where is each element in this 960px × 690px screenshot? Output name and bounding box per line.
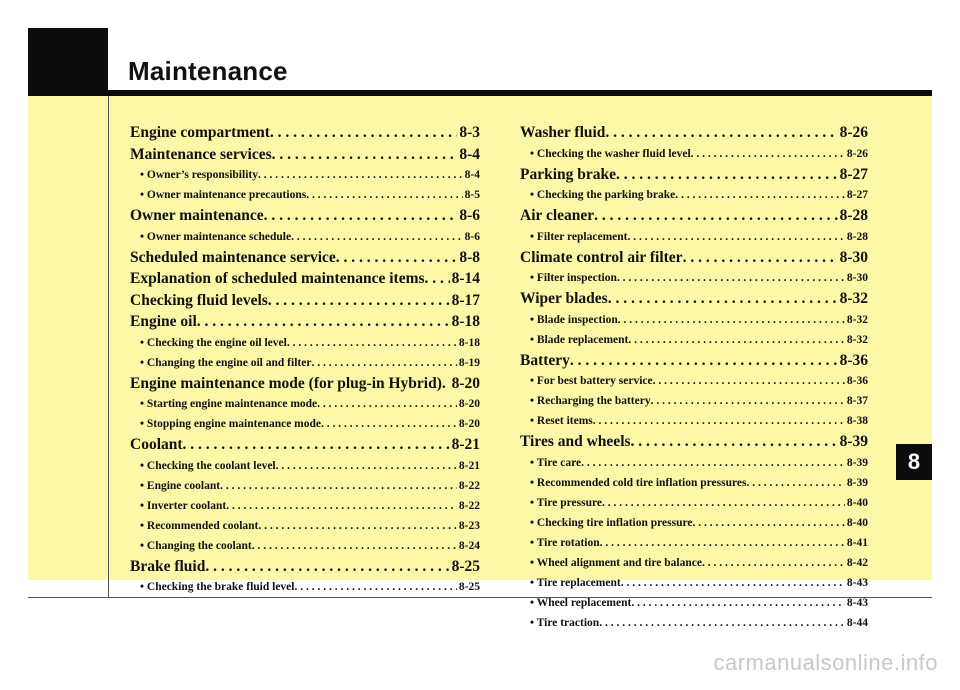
- watermark: carmanualsonline.info: [713, 650, 938, 675]
- toc-entry[interactable]: [130, 247, 480, 269]
- dot-leader: [270, 122, 457, 144]
- dot-leader: [252, 536, 457, 556]
- toc-entry-page: 8-26: [846, 147, 868, 160]
- toc-entry-page: 8-5: [464, 189, 480, 201]
- toc-entry[interactable]: [520, 122, 868, 144]
- toc-entry-page: 8-17: [451, 291, 480, 309]
- toc-entry-page: 8-38: [846, 415, 868, 427]
- dot-leader: [608, 288, 838, 310]
- toc-subentry[interactable]: [520, 453, 868, 473]
- dot-leader: [627, 227, 844, 247]
- toc-subentry[interactable]: [130, 165, 480, 185]
- toc-entry[interactable]: [520, 288, 868, 310]
- dot-leader: [311, 353, 456, 373]
- dot-leader: [599, 613, 845, 633]
- dot-leader: [605, 122, 837, 144]
- toc-entry[interactable]: [130, 311, 480, 333]
- toc-entry-title: Scheduled maintenance service: [130, 248, 336, 266]
- toc-entry-page: 8-22: [458, 499, 480, 512]
- dot-leader: [628, 330, 845, 350]
- dot-leader: [746, 473, 844, 493]
- toc-entry-page: 8-32: [846, 333, 868, 346]
- toc-entry-page: 8-18: [451, 313, 480, 330]
- toc-entry-title: • Wheel replacement: [530, 596, 632, 609]
- toc-entry-title: • Checking the engine oil level: [140, 336, 287, 349]
- dot-leader: [306, 185, 462, 205]
- toc-entry-title: • Starting engine maintenance mode: [140, 398, 318, 410]
- toc-entry-page: 8-39: [846, 476, 868, 489]
- toc-subentry[interactable]: [520, 268, 868, 288]
- toc-entry-title: • Changing the coolant: [140, 539, 252, 552]
- toc-entry[interactable]: [520, 431, 868, 453]
- toc-entry-page: 8-44: [846, 616, 868, 629]
- toc-entry-title: • Checking the brake fluid level: [140, 581, 295, 593]
- toc-entry-page: 8-25: [451, 557, 480, 575]
- toc-entry-title: • Inverter coolant: [140, 499, 227, 512]
- toc-subentry[interactable]: [130, 185, 480, 205]
- dot-leader: [336, 247, 458, 269]
- toc-entry-page: 8-21: [458, 459, 480, 472]
- toc-entry-title: • Tire rotation: [530, 536, 600, 549]
- toc-entry-page: 8-30: [839, 248, 868, 266]
- toc-entry-title: • Tire care: [530, 456, 582, 469]
- toc-entry-title: Maintenance services: [130, 145, 272, 163]
- dot-leader: [651, 391, 845, 411]
- dot-leader: [264, 205, 458, 227]
- toc-entry[interactable]: [520, 205, 868, 227]
- toc-entry-page: 8-25: [458, 581, 480, 593]
- dot-leader: [653, 371, 845, 391]
- toc-entry-page: 8-4: [459, 145, 480, 163]
- dot-leader: [600, 533, 845, 553]
- dot-leader: [287, 333, 457, 353]
- toc-entry-page: 8-22: [458, 479, 480, 492]
- toc-entry-page: 8-8: [459, 248, 480, 266]
- toc-entry-page: 8-32: [839, 290, 868, 307]
- toc-subentry[interactable]: [520, 391, 868, 411]
- toc-entry[interactable]: [130, 373, 480, 395]
- toc-entry-page: 8-27: [839, 165, 868, 183]
- toc-subentry[interactable]: [130, 456, 480, 476]
- toc-entry-title: • Filter inspection: [530, 272, 617, 284]
- dot-leader: [317, 394, 457, 414]
- toc-subentry[interactable]: [130, 577, 480, 597]
- toc-entry-title: • Blade replacement: [530, 333, 629, 346]
- toc-entry-page: 8-6: [464, 230, 480, 243]
- toc-entry-page: 8-43: [846, 596, 868, 609]
- toc-entry-title: Washer fluid: [520, 124, 606, 141]
- toc-entry-title: • Filter replacement: [530, 230, 628, 243]
- toc-entry-title: • Checking the parking brake: [530, 189, 676, 201]
- toc-entry-page: 8-37: [846, 395, 868, 407]
- toc-subentry[interactable]: [520, 411, 868, 431]
- toc-entry-title: Parking brake: [520, 165, 617, 183]
- toc-entry-title: • Checking the washer fluid level: [530, 147, 691, 160]
- toc-entry-title: • Changing the engine oil and filter: [140, 356, 312, 369]
- toc-entry-title: Checking fluid levels: [130, 291, 268, 309]
- toc-entry[interactable]: [130, 434, 480, 456]
- toc-entry-page: 8-39: [846, 456, 868, 469]
- toc-entry-page: 8-36: [839, 351, 868, 369]
- toc-entry-title: • Recommended coolant: [140, 519, 259, 532]
- toc-subentry[interactable]: [520, 310, 868, 330]
- dot-leader: [602, 493, 845, 513]
- toc-entry[interactable]: [520, 247, 868, 269]
- toc-entry-title: • Owner maintenance schedule: [140, 230, 292, 243]
- dot-leader: [291, 227, 463, 247]
- dot-leader: [442, 373, 450, 395]
- dot-leader: [220, 476, 457, 496]
- toc-entry-title: • Tire replacement: [530, 576, 621, 589]
- toc-subentry[interactable]: [520, 330, 868, 350]
- dot-leader: [258, 516, 457, 536]
- toc-subentry[interactable]: [130, 476, 480, 496]
- toc-entry-title: • Recharging the battery: [530, 395, 651, 407]
- toc-entry-page: 8-18: [458, 336, 480, 349]
- toc-subentry[interactable]: [520, 573, 868, 593]
- toc-entry-page: 8-28: [839, 207, 868, 224]
- toc-entry-page: 8-23: [458, 519, 480, 532]
- dot-leader: [631, 431, 838, 453]
- toc-entry-title: Engine oil: [130, 313, 197, 330]
- chapter-tab[interactable]: 8: [896, 444, 932, 480]
- dot-leader: [691, 144, 845, 164]
- dot-leader: [272, 144, 458, 166]
- toc-entry[interactable]: [520, 164, 868, 186]
- toc-column-left: [130, 122, 480, 597]
- toc-entry-page: 8-24: [458, 539, 480, 552]
- dot-leader: [197, 311, 450, 333]
- toc-entry-page: 8-43: [846, 576, 868, 589]
- toc-subentry[interactable]: [130, 353, 480, 373]
- dot-leader: [616, 164, 838, 186]
- toc-entry[interactable]: [130, 556, 480, 578]
- toc-entry-title: • Owner maintenance precautions: [140, 189, 307, 201]
- toc-entry-title: • Stopping engine maintenance mode: [140, 418, 322, 430]
- dot-leader: [205, 556, 449, 578]
- toc-column-right: [520, 122, 868, 633]
- dot-leader: [675, 185, 845, 205]
- toc-subentry[interactable]: [520, 371, 868, 391]
- dot-leader: [570, 350, 838, 372]
- toc-entry-page: 8-20: [458, 398, 480, 410]
- toc-entry-title: • Tire traction: [530, 616, 600, 629]
- dot-leader: [276, 456, 457, 476]
- toc-entry-title: • Tire pressure: [530, 496, 602, 509]
- toc-entry-title: • Recommended cold tire inflation pressures: [530, 476, 747, 489]
- toc-entry-title: • Owner’s responsibility: [140, 169, 258, 181]
- toc-subentry[interactable]: [520, 185, 868, 205]
- toc-entry-page: 8-27: [846, 189, 868, 201]
- dot-leader: [226, 496, 457, 516]
- toc-subentry[interactable]: [520, 493, 868, 513]
- toc-entry-title: • Checking the coolant level: [140, 459, 276, 472]
- toc-entry-title: Brake fluid: [130, 557, 206, 575]
- toc-entry[interactable]: [130, 144, 480, 166]
- dot-leader: [692, 513, 844, 533]
- toc-entry-title: Wiper blades: [520, 290, 608, 307]
- dot-leader: [581, 453, 845, 473]
- toc-entry-page: 8-30: [846, 272, 868, 284]
- toc-subentry[interactable]: [130, 333, 480, 353]
- toc-entry-title: Owner maintenance: [130, 207, 264, 224]
- dot-leader: [593, 411, 845, 431]
- toc-subentry[interactable]: [130, 414, 480, 434]
- dot-leader: [425, 268, 450, 290]
- toc-entry-title: Coolant: [130, 436, 183, 453]
- toc-entry[interactable]: [130, 122, 480, 144]
- toc-entry-page: 8-36: [846, 375, 868, 387]
- toc-entry-page: 8-40: [846, 496, 868, 509]
- toc-subentry[interactable]: [520, 227, 868, 247]
- toc-subentry[interactable]: [520, 144, 868, 164]
- toc-subentry[interactable]: [130, 536, 480, 556]
- toc-entry[interactable]: [130, 290, 480, 312]
- toc-subentry[interactable]: [130, 227, 480, 247]
- toc-entry-title: Engine maintenance mode (for plug-in Hybrid): [130, 374, 442, 392]
- dot-leader: [594, 205, 837, 227]
- toc-entry-title: • Wheel alignment and tire balance: [530, 556, 702, 569]
- toc-entry-page: 8-32: [846, 313, 868, 326]
- toc-subentry[interactable]: [130, 394, 480, 414]
- dot-leader: [295, 577, 457, 597]
- toc-entry-page: 8-21: [451, 436, 480, 453]
- toc-entry-title: • For best battery service: [530, 375, 653, 387]
- toc-entry-title: • Checking tire inflation pressure: [530, 516, 693, 529]
- toc-entry-title: Engine compartment: [130, 124, 270, 141]
- toc-entry-title: Explanation of scheduled maintenance items: [130, 270, 425, 287]
- dot-leader: [618, 310, 845, 330]
- toc-entry-page: 8-4: [464, 169, 480, 181]
- toc-entry-page: 8-14: [451, 270, 480, 287]
- toc-subentry[interactable]: [520, 473, 868, 493]
- dot-leader: [617, 268, 845, 288]
- toc-entry-title: Tires and wheels: [520, 433, 631, 450]
- dot-leader: [258, 165, 463, 185]
- toc-entry-page: 8-20: [458, 418, 480, 430]
- toc-entry-page: 8-39: [839, 433, 868, 450]
- toc-entry-page: 8-41: [846, 536, 868, 549]
- toc-subentry[interactable]: [130, 516, 480, 536]
- toc-entry[interactable]: [520, 350, 868, 372]
- chapter-corner-block: [28, 28, 108, 96]
- toc-entry-page: 8-3: [459, 124, 480, 141]
- page-title: Maintenance: [128, 56, 288, 86]
- toc-entry-title: Battery: [520, 351, 570, 369]
- toc-entry-page: 8-20: [451, 374, 480, 392]
- toc-subentry[interactable]: [520, 513, 868, 533]
- toc-subentry[interactable]: [520, 593, 868, 613]
- toc-subentry[interactable]: [130, 496, 480, 516]
- dot-leader: [621, 573, 845, 593]
- toc-entry-page: 8-40: [846, 516, 868, 529]
- margin-rule: [108, 96, 109, 598]
- toc-entry-title: Climate control air filter: [520, 248, 683, 266]
- dot-leader: [268, 290, 450, 312]
- toc-subentry[interactable]: [520, 553, 868, 573]
- toc-entry-page: 8-19: [458, 356, 480, 369]
- dot-leader: [321, 414, 457, 434]
- toc-entry-page: 8-6: [459, 207, 480, 224]
- toc-entry-page: 8-28: [846, 230, 868, 243]
- toc-entry[interactable]: [130, 268, 480, 290]
- toc-entry-title: • Blade inspection: [530, 313, 618, 326]
- toc-entry-title: • Reset items: [530, 415, 593, 427]
- dot-leader: [631, 593, 845, 613]
- dot-leader: [183, 434, 450, 456]
- toc-entry-page: 8-42: [846, 556, 868, 569]
- toc-entry-title: Air cleaner: [520, 207, 595, 224]
- toc-entry[interactable]: [130, 205, 480, 227]
- toc-entry-title: • Engine coolant: [140, 479, 221, 492]
- dot-leader: [683, 247, 838, 269]
- dot-leader: [702, 553, 845, 573]
- toc-subentry[interactable]: [520, 533, 868, 553]
- toc-subentry[interactable]: [520, 613, 868, 633]
- toc-entry-page: 8-26: [839, 124, 868, 141]
